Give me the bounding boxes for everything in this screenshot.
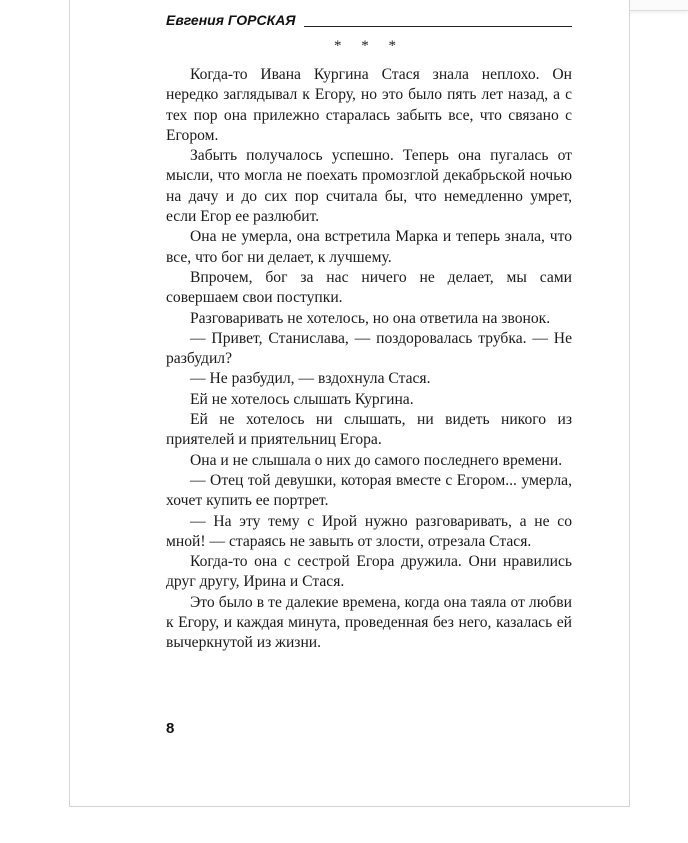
dialogue-line: — Не разбудил, — вздохнула Стася. xyxy=(190,370,431,388)
running-header xyxy=(166,8,572,28)
paragraph: Забыть получалось успешно. Теперь она пугалась от мысли, что могла не поехать промозглой декабрьской ночью на дачу и до сих пор считала бы, что немедленно умрет, если Егор ее разлюбит. xyxy=(166,147,572,226)
paragraph: Это было в те далекие времена, когда она таяла от любви к Егору, и каждая минута, проведенная без него, казалась ей вычеркнутой из жизни. xyxy=(166,593,572,652)
paragraph: Когда-то Ивана Кургина Стася знала неплохо. Он нередко заглядывал к Егору, но это было пять лет назад, а с тех пор она прилежно старалась забыть все, что связано с Егором. xyxy=(166,66,572,144)
paragraph: Ей не хотелось ни слышать, ни видеть никого из приятелей и приятельниц Егора. xyxy=(166,411,572,449)
dialogue-line: — Отец той девушки, которая вместе с Егором... умерла, хочет купить ее портрет. xyxy=(166,471,572,510)
paragraph: Когда-то она с сестрой Егора дружила. Они нравились друг другу, Ирина и Стася. xyxy=(166,553,572,591)
paragraph: Она не умерла, она встретила Марка и теперь знала, что все, что бог ни делает, к лучшему. xyxy=(166,228,572,266)
dialogue-line: — Привет, Станислава, — поздоровалась трубка. — Не разбудил? xyxy=(166,329,572,368)
section-break-asterisks: * * * xyxy=(334,38,404,54)
page-number: 8 xyxy=(166,720,175,737)
dialogue-line: — На эту тему с Ирой нужно разговаривать, а не со мной! — стараясь не завыть от злости, отрезала Стася. xyxy=(166,512,572,550)
paragraph: Она и не слышала о них до самого последнего времени. xyxy=(190,451,563,469)
adjacent-page-edge xyxy=(630,0,688,11)
author-name: Евгения ГОРСКАЯ xyxy=(166,12,296,28)
body-text xyxy=(166,65,572,654)
paragraph: Разговаривать не хотелось, но она ответила на звонок. xyxy=(190,309,551,327)
header-rule xyxy=(304,26,572,27)
paragraph: Ей не хотелось слышать Кургина. xyxy=(190,390,414,408)
paragraph: Впрочем, бог за нас ничего не делает, мы сами совершаем свои поступки. xyxy=(166,268,572,307)
